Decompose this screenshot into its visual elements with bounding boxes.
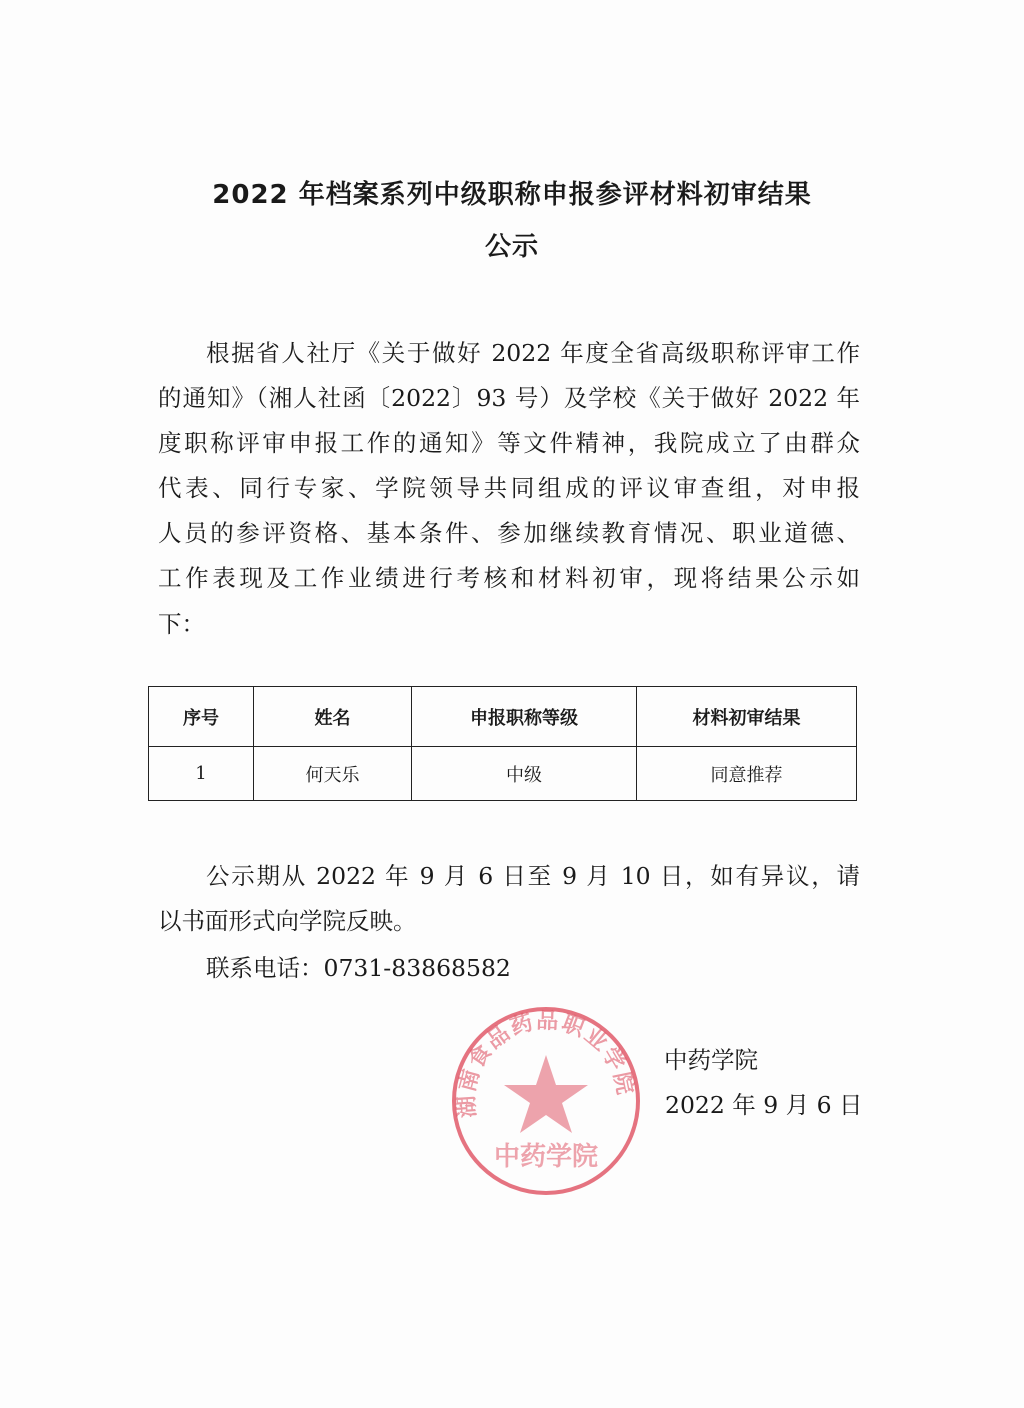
results-table xyxy=(148,686,857,801)
contact-phone: 联系电话：0731-83868582 xyxy=(206,954,511,982)
seal-star-icon xyxy=(504,1055,588,1133)
body-line: 根据省人社厅《关于做好 2022 年度全省高级职称评审工作 xyxy=(206,339,860,367)
header-level: 申报职称等级 xyxy=(412,687,637,747)
official-seal xyxy=(450,1005,642,1197)
signature-org: 中药学院 xyxy=(664,1046,758,1074)
header-result: 材料初审结果 xyxy=(637,687,857,747)
document-title: 2022 年档案系列中级职称申报参评材料初审结果 xyxy=(212,180,812,210)
header-index: 序号 xyxy=(149,687,254,747)
body-line: 度职称评审申报工作的通知》等文件精神，我院成立了由群众 xyxy=(158,429,860,457)
header-name: 姓名 xyxy=(254,687,412,747)
seal-inner-text: 中药学院 xyxy=(493,1142,599,1172)
table-header-row xyxy=(149,687,857,747)
seal-outer-text: 湖南食品药品职业学院 xyxy=(454,1008,638,1119)
body-line: 代表、同行专家、学院领导共同组成的评议审查组，对申报 xyxy=(158,474,860,502)
notice-line: 以书面形式向学院反映。 xyxy=(158,907,417,935)
notice-line: 公示期从 2022 年 9 月 6 日至 9 月 10 日，如有异议，请 xyxy=(206,862,860,890)
cell-index: 1 xyxy=(149,747,254,801)
cell-result: 同意推荐 xyxy=(637,747,857,801)
cell-level: 中级 xyxy=(412,747,637,801)
body-line: 下： xyxy=(158,610,205,638)
body-line: 人员的参评资格、基本条件、参加继续教育情况、职业道德、 xyxy=(158,519,860,547)
body-line: 的通知》（湘人社函〔2022〕93 号）及学校《关于做好 2022 年 xyxy=(158,384,860,412)
body-line: 工作表现及工作业绩进行考核和材料初审，现将结果公示如 xyxy=(158,564,860,592)
document-title-line2: 公示 xyxy=(484,232,539,262)
cell-name: 何天乐 xyxy=(254,747,412,801)
signature-date: 2022 年 9 月 6 日 xyxy=(665,1091,863,1119)
table-row xyxy=(149,747,857,801)
